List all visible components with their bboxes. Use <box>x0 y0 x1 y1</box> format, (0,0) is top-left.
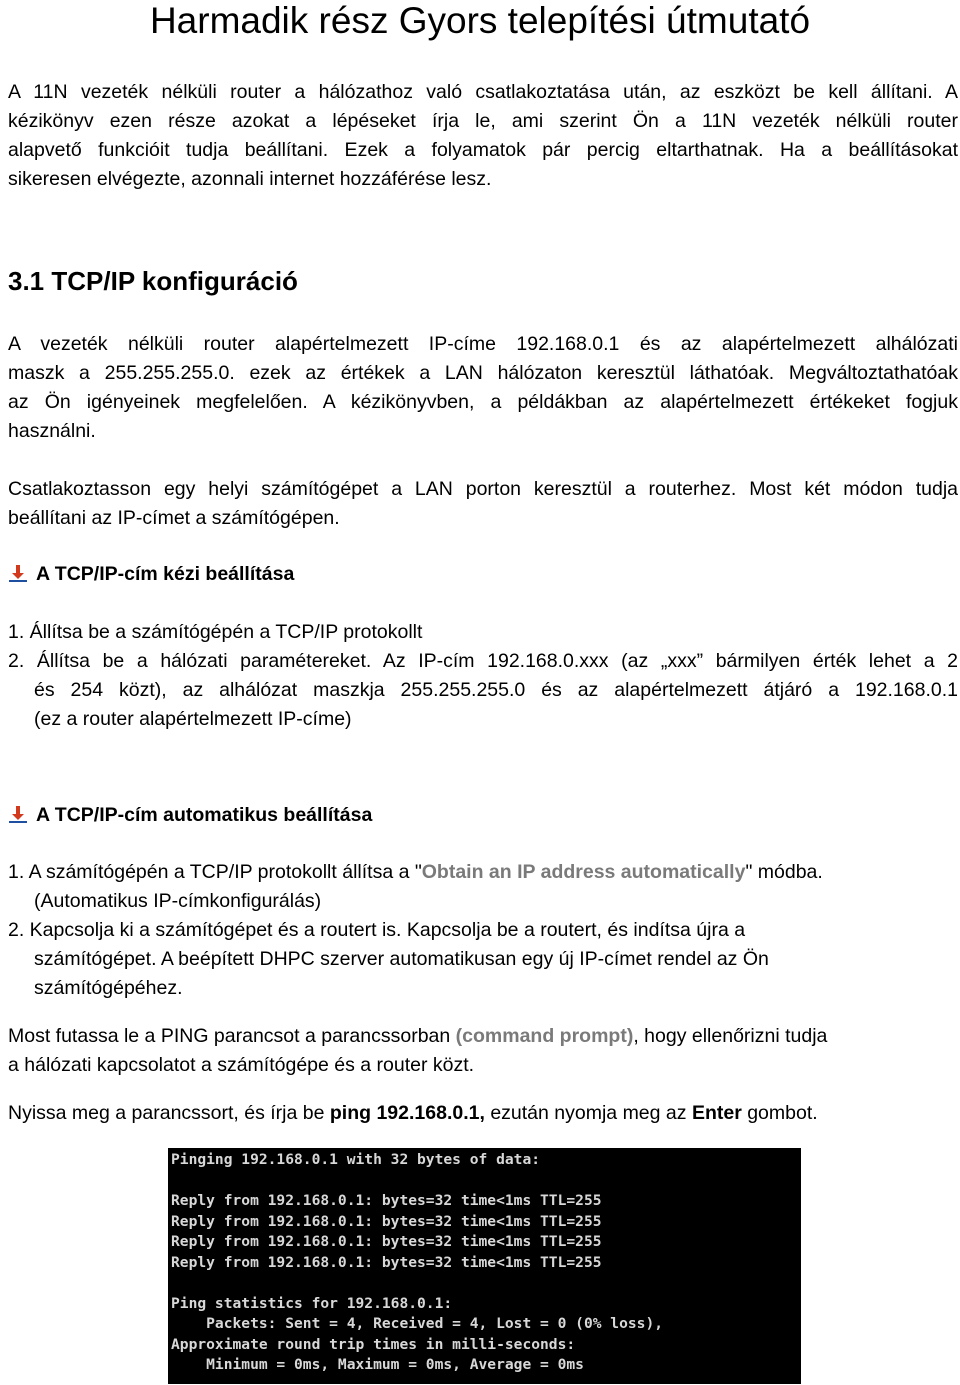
console-line: Reply from 192.168.0.1: bytes=32 time<1ms TTL=255 <box>171 1253 602 1271</box>
para1-line: maszk a 255.255.255.0. ezek az értékek a LAN hálózaton keresztül láthatóak. Megváltoztathatóak <box>8 362 958 384</box>
ping-instruction <box>8 1101 818 1125</box>
console-line: Minimum = 0ms, Maximum = 0ms, Average = 0ms <box>171 1356 584 1373</box>
page-title: Harmadik rész Gyors telepítési útmutató <box>149 0 811 41</box>
intro-line: alapvető funkcióit tudja beállítani. Ezek a folyamatok pár percig eltarthatnak. Ha a beállításokat <box>8 139 958 161</box>
para1-line: használni. <box>8 420 96 442</box>
console-line: Reply from 192.168.0.1: bytes=32 time<1ms TTL=255 <box>171 1212 602 1230</box>
manual-step-2-line: és 254 közt), az alhálózat maszkja 255.255.255.0 és az alapértelmezett átjáró a 192.168.0.1 <box>34 679 958 701</box>
instr-text-end: gombot. <box>741 1102 818 1124</box>
section-heading: 3.1 TCP/IP konfiguráció <box>8 266 298 296</box>
manual-step-1: 1. Állítsa be a számítógépén a TCP/IP protokollt <box>8 621 423 643</box>
para1-line: az Ön igényeinek megfelelően. A kézikönyvben, a példákban az alapértelmezett értékeket fogjuk <box>8 391 958 413</box>
manual-heading-text: A TCP/IP-cím kézi beállítása <box>36 563 295 585</box>
ping-para-line <box>8 1024 827 1048</box>
console-line <box>171 1171 798 1192</box>
instr-text-mid: ezután nyomja meg az <box>484 1102 692 1124</box>
intro-line: kézikönyv ezen része azokat a lépéseket írja le, ami szerint Ön a 11N vezeték nélküli router <box>8 110 958 132</box>
auto-step-2-line: számítógépéhez. <box>34 977 183 999</box>
auto-step-1 <box>8 860 823 884</box>
obtain-ip-option: Obtain an IP address automatically <box>421 861 746 883</box>
console-line <box>171 1273 798 1294</box>
console-line: Ping statistics for 192.168.0.1: <box>171 1294 453 1312</box>
ping-para-text-end: , hogy ellenőrizni tudja <box>633 1025 828 1047</box>
auto-step-2-line: számítógépet. A beépített DHPC szerver automatikusan egy új IP-címet rendel az Ön <box>34 948 769 970</box>
para2-line: beállítani az IP-címet a számítógépen. <box>8 507 340 529</box>
console-line: Reply from 192.168.0.1: bytes=32 time<1ms TTL=255 <box>171 1233 602 1250</box>
para2-line: Csatlakoztasson egy helyi számítógépet a LAN porton keresztül a routerhez. Most két módon tudja <box>8 478 958 500</box>
command-prompt-term: (command prompt) <box>455 1025 634 1047</box>
auto-step-1-text: 1. A számítógépén a TCP/IP protokollt állítsa a " <box>8 861 422 883</box>
manual-heading <box>8 562 294 586</box>
auto-heading-text: A TCP/IP-cím automatikus beállítása <box>36 804 373 826</box>
manual-step-2-line: (ez a router alapértelmezett IP-címe) <box>34 708 352 730</box>
auto-step-2-line: 2. Kapcsolja ki a számítógépet és a routert is. Kapcsolja be a routert, és indítsa újra a <box>8 919 746 941</box>
ping-console-screenshot <box>168 1148 801 1384</box>
console-line: Reply from 192.168.0.1: bytes=32 time<1ms TTL=255 <box>171 1192 602 1209</box>
ping-para-line: a hálózati kapcsolatot a számítógépe és a router közt. <box>8 1054 475 1076</box>
manual-step-2-line: 2. Állítsa be a hálózati paramétereket. Az IP-cím 192.168.0.xxx (az „xxx” bármilyen érték lehet a 2 <box>8 650 958 672</box>
download-arrow-icon <box>8 806 28 824</box>
intro-line: sikeresen elvégezte, azonnali internet hozzáférése lesz. <box>8 168 492 190</box>
auto-step-1-line2: (Automatikus IP-címkonfigurálás) <box>34 890 322 912</box>
auto-heading <box>8 803 372 827</box>
instr-text: Nyissa meg a parancssort, és írja be <box>8 1102 330 1124</box>
console-line: Approximate round trip times in milli-seconds: <box>171 1335 576 1353</box>
auto-step-1-end: " módba. <box>745 861 823 883</box>
console-line: Packets: Sent = 4, Received = 4, Lost = 0 (0% loss), <box>171 1315 664 1332</box>
console-line: Pinging 192.168.0.1 with 32 bytes of data: <box>171 1151 541 1168</box>
intro-line: A 11N vezeték nélküli router a hálózathoz való csatlakoztatása után, az eszközt be kell állítani. A <box>8 81 958 103</box>
ping-command: ping 192.168.0.1, <box>329 1102 485 1124</box>
para1-line: A vezeték nélküli router alapértelmezett IP-címe 192.168.0.1 és az alapértelmezett alhálózati <box>8 333 958 355</box>
download-arrow-icon <box>8 565 28 583</box>
enter-key-label: Enter <box>691 1102 742 1124</box>
ping-para-text: Most futassa le a PING parancsot a parancssorban <box>8 1025 456 1047</box>
